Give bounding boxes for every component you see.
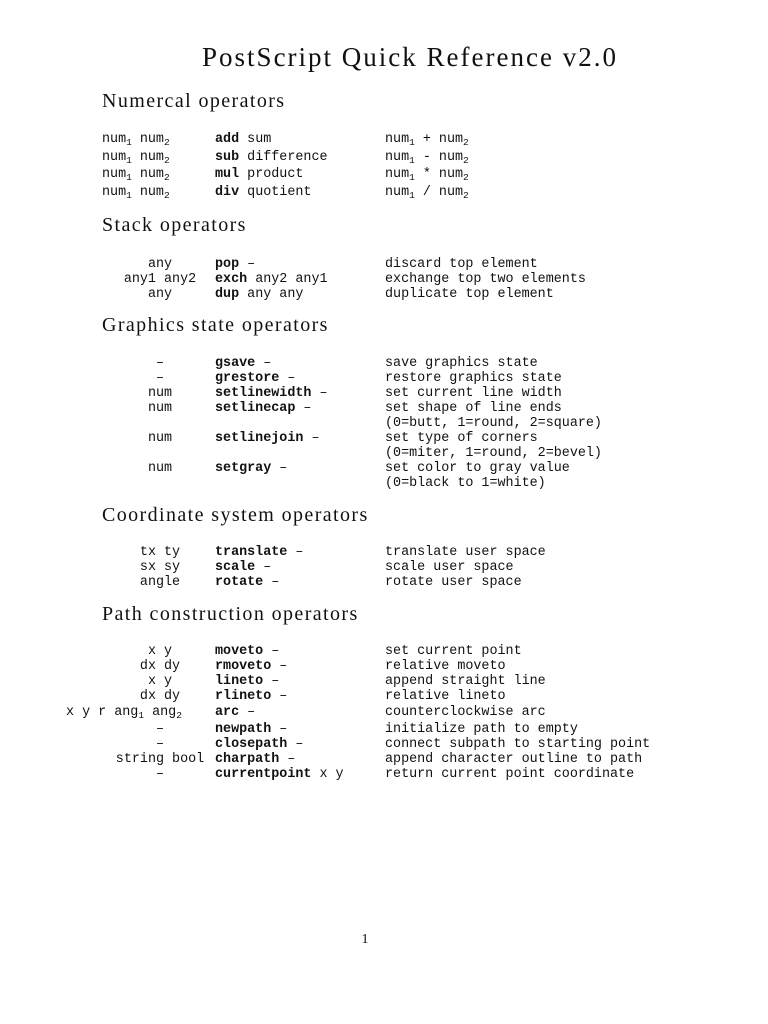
result: –	[263, 560, 272, 575]
description: set current line width	[385, 386, 562, 401]
operands: dx dy	[139, 659, 181, 674]
operator-name: translate	[215, 545, 288, 560]
table-row	[0, 722, 768, 737]
result: difference	[247, 150, 328, 165]
operator-cell	[215, 737, 303, 752]
table-row	[0, 386, 768, 401]
operator-cell	[215, 371, 295, 386]
operator-cell	[215, 545, 303, 560]
operands: num	[147, 461, 173, 476]
operator-name: gsave	[215, 356, 256, 371]
operator-cell	[215, 272, 328, 287]
section-heading-graphics-state: Graphics state operators	[102, 314, 329, 336]
operands: –	[155, 737, 165, 752]
description: num$_1$ - num$_2$	[385, 150, 469, 166]
operator-name: mul	[215, 167, 240, 182]
result: –	[295, 545, 304, 560]
table-row	[0, 705, 768, 720]
operator-name: setgray	[215, 461, 272, 476]
description: discard top element	[385, 257, 538, 272]
result: –	[279, 689, 288, 704]
description: initialize path to empty	[385, 722, 578, 737]
table-row	[0, 644, 768, 659]
result: –	[271, 674, 280, 689]
operator-name: moveto	[215, 644, 264, 659]
result: any any	[247, 287, 304, 302]
operator-cell	[215, 401, 311, 416]
result: –	[311, 431, 320, 446]
operator-cell	[215, 674, 279, 689]
operator-name: exch	[215, 272, 248, 287]
description: relative lineto	[385, 689, 506, 704]
description: set color to gray value	[385, 461, 570, 476]
table-row	[0, 476, 768, 491]
table-row	[0, 416, 768, 431]
result: –	[247, 705, 256, 720]
description-continuation: (0=butt, 1=round, 2=square)	[385, 416, 602, 431]
operands: num$_1$ num$_2$	[102, 150, 170, 166]
section-heading-numerical: Numercal operators	[102, 90, 286, 112]
table-row	[0, 185, 768, 200]
operands: num	[147, 386, 173, 401]
table-row	[0, 257, 768, 272]
operands: num	[147, 401, 173, 416]
table-row	[0, 752, 768, 767]
description: set shape of line ends	[385, 401, 562, 416]
operator-name: newpath	[215, 722, 272, 737]
operands: angle	[139, 575, 181, 590]
operator-name: grestore	[215, 371, 280, 386]
result: –	[319, 386, 328, 401]
result: –	[287, 371, 296, 386]
table-row	[0, 287, 768, 302]
table-row	[0, 575, 768, 590]
description: duplicate top element	[385, 287, 554, 302]
operator-name: closepath	[215, 737, 288, 752]
operands: any	[147, 287, 173, 302]
operator-name: add	[215, 132, 240, 147]
result: sum	[247, 132, 272, 147]
operator-cell	[215, 560, 271, 575]
result: –	[271, 644, 280, 659]
table-row	[0, 461, 768, 476]
operator-name: rlineto	[215, 689, 272, 704]
operands: sx sy	[139, 560, 181, 575]
operands: string bool	[115, 752, 205, 767]
description: exchange top two elements	[385, 272, 586, 287]
result: –	[303, 401, 312, 416]
operands: num	[147, 431, 173, 446]
operator-cell	[215, 689, 287, 704]
table-row	[0, 272, 768, 287]
operator-name: lineto	[215, 674, 264, 689]
description: connect subpath to starting point	[385, 737, 651, 752]
table-row	[0, 150, 768, 165]
table-row	[0, 132, 768, 147]
section-heading-coordinate-system: Coordinate system operators	[102, 504, 369, 526]
description-continuation: (0=miter, 1=round, 2=bevel)	[385, 446, 602, 461]
result: –	[279, 722, 288, 737]
operator-cell	[215, 356, 271, 371]
operands: tx ty	[139, 545, 181, 560]
operator-name: setlinejoin	[215, 431, 304, 446]
table-row	[0, 545, 768, 560]
description-continuation: (0=black to 1=white)	[385, 476, 546, 491]
result: any2 any1	[255, 272, 328, 287]
operator-name: sub	[215, 150, 240, 165]
description: set current point	[385, 644, 522, 659]
description: relative moveto	[385, 659, 506, 674]
table-row	[0, 737, 768, 752]
operands: num$_1$ num$_2$	[102, 132, 170, 148]
description: num$_1$ * num$_2$	[385, 167, 469, 183]
operands: any	[147, 257, 173, 272]
result: product	[247, 167, 304, 182]
operator-cell	[215, 386, 328, 401]
operator-cell	[215, 767, 344, 782]
operands: –	[155, 356, 165, 371]
description: return current point coordinate	[385, 767, 635, 782]
operator-name: pop	[215, 257, 240, 272]
table-row	[0, 674, 768, 689]
operator-name: setlinecap	[215, 401, 296, 416]
operator-name: rmoveto	[215, 659, 272, 674]
operator-cell	[215, 257, 255, 272]
table-row	[0, 659, 768, 674]
operator-name: currentpoint	[215, 767, 312, 782]
section-heading-path-construction: Path construction operators	[102, 603, 359, 625]
description: restore graphics state	[385, 371, 562, 386]
operator-name: dup	[215, 287, 240, 302]
result: –	[271, 575, 280, 590]
description: num$_1$ + num$_2$	[385, 132, 469, 148]
table-row	[0, 401, 768, 416]
table-row	[0, 560, 768, 575]
operands: num$_1$ num$_2$	[102, 185, 170, 201]
section-heading-stack: Stack operators	[102, 214, 247, 236]
document-title: PostScript Quick Reference v2.0	[202, 42, 618, 72]
table-row	[0, 446, 768, 461]
table-row	[0, 371, 768, 386]
operands: –	[155, 371, 165, 386]
operator-name: arc	[215, 705, 240, 720]
description: append character outline to path	[385, 752, 643, 767]
operator-name: scale	[215, 560, 256, 575]
table-row	[0, 431, 768, 446]
operands: x y r ang$_1$ ang$_2$	[66, 705, 182, 721]
result: –	[279, 659, 288, 674]
operands: –	[155, 722, 165, 737]
description: set type of corners	[385, 431, 538, 446]
operator-cell	[215, 132, 271, 147]
operator-cell	[215, 185, 311, 200]
operator-name: setlinewidth	[215, 386, 312, 401]
description: rotate user space	[385, 575, 522, 590]
result: –	[295, 737, 304, 752]
result: –	[247, 257, 256, 272]
description: translate user space	[385, 545, 546, 560]
operands: any1 any2	[123, 272, 197, 287]
operator-cell	[215, 659, 287, 674]
result: –	[287, 752, 296, 767]
result: –	[263, 356, 272, 371]
operator-cell	[215, 461, 287, 476]
operator-cell	[215, 167, 303, 182]
description: counterclockwise arc	[385, 705, 546, 720]
operator-cell	[215, 431, 320, 446]
description: scale user space	[385, 560, 514, 575]
operands: num$_1$ num$_2$	[102, 167, 170, 183]
operator-cell	[215, 287, 303, 302]
operator-cell	[215, 644, 279, 659]
page-number: 1	[361, 932, 369, 947]
table-row	[0, 767, 768, 782]
description: save graphics state	[385, 356, 538, 371]
description: num$_1$ / num$_2$	[385, 185, 469, 201]
operator-cell	[215, 752, 295, 767]
table-row	[0, 167, 768, 182]
operator-name: div	[215, 185, 240, 200]
description: append straight line	[385, 674, 546, 689]
operator-name: rotate	[215, 575, 264, 590]
operator-cell	[215, 705, 255, 720]
operator-cell	[215, 150, 328, 165]
operator-cell	[215, 575, 279, 590]
table-row	[0, 689, 768, 704]
operands: x y	[147, 674, 173, 689]
result: –	[279, 461, 288, 476]
table-row	[0, 356, 768, 371]
result: quotient	[247, 185, 312, 200]
operands: –	[155, 767, 165, 782]
operator-cell	[215, 722, 287, 737]
operator-name: charpath	[215, 752, 280, 767]
operands: dx dy	[139, 689, 181, 704]
result: x y	[319, 767, 344, 782]
operands: x y	[147, 644, 173, 659]
